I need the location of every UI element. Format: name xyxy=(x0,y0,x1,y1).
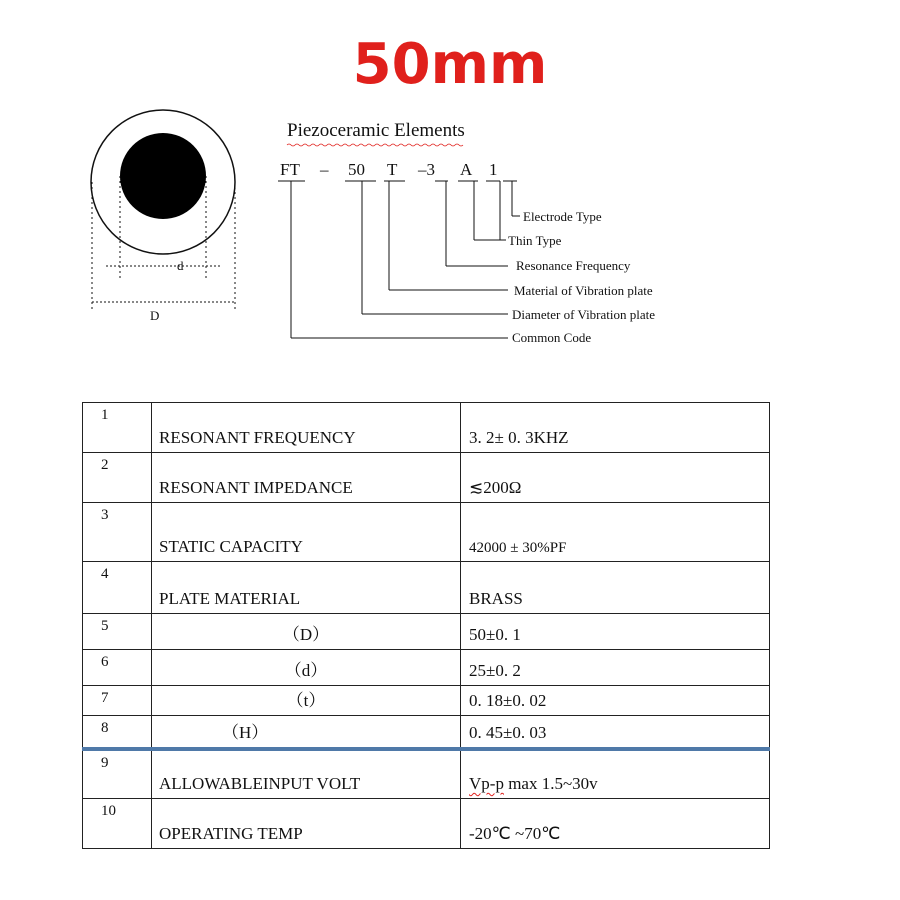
code-part-diameter: 50 xyxy=(348,160,365,179)
spec-name: OPERATING TEMP xyxy=(152,799,461,849)
spec-name: RESONANT FREQUENCY xyxy=(152,403,461,453)
spec-table xyxy=(82,402,770,849)
spec-value: 50±0. 1 xyxy=(461,614,770,650)
code-part-material: T xyxy=(387,160,398,179)
spec-name: （d） xyxy=(152,650,461,686)
legend-electrode-type: Electrode Type xyxy=(523,209,602,224)
spec-name: STATIC CAPACITY xyxy=(152,503,461,562)
spec-value: 25±0. 2 xyxy=(461,650,770,686)
spec-name: PLATE MATERIAL xyxy=(152,562,461,614)
inner-ceramic-disc xyxy=(120,133,206,219)
legend-resonance-frequency: Resonance Frequency xyxy=(516,258,631,273)
code-part-thin: A xyxy=(460,160,473,179)
row-number: 7 xyxy=(83,686,152,716)
spec-value: 0. 18±0. 02 xyxy=(461,686,770,716)
spec-name: （H） xyxy=(152,716,461,749)
table-row xyxy=(83,716,770,749)
row-number: 8 xyxy=(83,716,152,749)
spec-value: 42000 ± 30%PF xyxy=(461,503,770,562)
diagram-heading: Piezoceramic Elements xyxy=(287,120,465,141)
spec-value-prefix: Vp-p xyxy=(469,774,504,793)
row-number: 4 xyxy=(83,562,152,614)
spec-value xyxy=(461,749,770,799)
code-part-frequency: –3 xyxy=(418,160,435,179)
legend-diameter: Diameter of Vibration plate xyxy=(512,307,656,322)
outer-diameter-label: D xyxy=(150,308,160,323)
row-number: 10 xyxy=(83,799,152,849)
spec-name: （t） xyxy=(152,686,461,716)
table-row xyxy=(83,749,770,799)
spec-name: （D） xyxy=(152,614,461,650)
table-row xyxy=(83,614,770,650)
page-title: 50mm xyxy=(352,32,548,97)
spec-value-rest: max 1.5~30v xyxy=(503,774,598,793)
row-number: 5 xyxy=(83,614,152,650)
table-row xyxy=(83,562,770,614)
table-row xyxy=(83,650,770,686)
legend-material: Material of Vibration plate xyxy=(514,283,653,298)
code-part-electrode: 1 xyxy=(489,160,498,179)
spec-value: 3. 2± 0. 3KHZ xyxy=(461,403,770,453)
table-row xyxy=(83,503,770,562)
legend-thin-type: Thin Type xyxy=(508,233,562,248)
code-part-series: FT xyxy=(280,160,300,179)
row-number: 9 xyxy=(83,749,152,799)
row-number: 6 xyxy=(83,650,152,686)
row-number: 3 xyxy=(83,503,152,562)
spec-value: BRASS xyxy=(461,562,770,614)
spec-name: RESONANT IMPEDANCE xyxy=(152,453,461,503)
code-part-dash: – xyxy=(320,160,329,179)
piezo-disc-diagram xyxy=(0,0,900,400)
table-row xyxy=(83,453,770,503)
row-number: 2 xyxy=(83,453,152,503)
inner-diameter-label: d xyxy=(177,258,184,273)
table-row xyxy=(83,799,770,849)
table-row xyxy=(83,403,770,453)
spec-value: -20℃ ~70℃ xyxy=(461,799,770,849)
spec-name: ALLOWABLEINPUT VOLT xyxy=(152,749,461,799)
spec-value: 0. 45±0. 03 xyxy=(461,716,770,749)
legend-common-code: Common Code xyxy=(512,330,592,345)
row-number: 1 xyxy=(83,403,152,453)
table-row xyxy=(83,686,770,716)
spec-value: ≲200Ω xyxy=(461,453,770,503)
